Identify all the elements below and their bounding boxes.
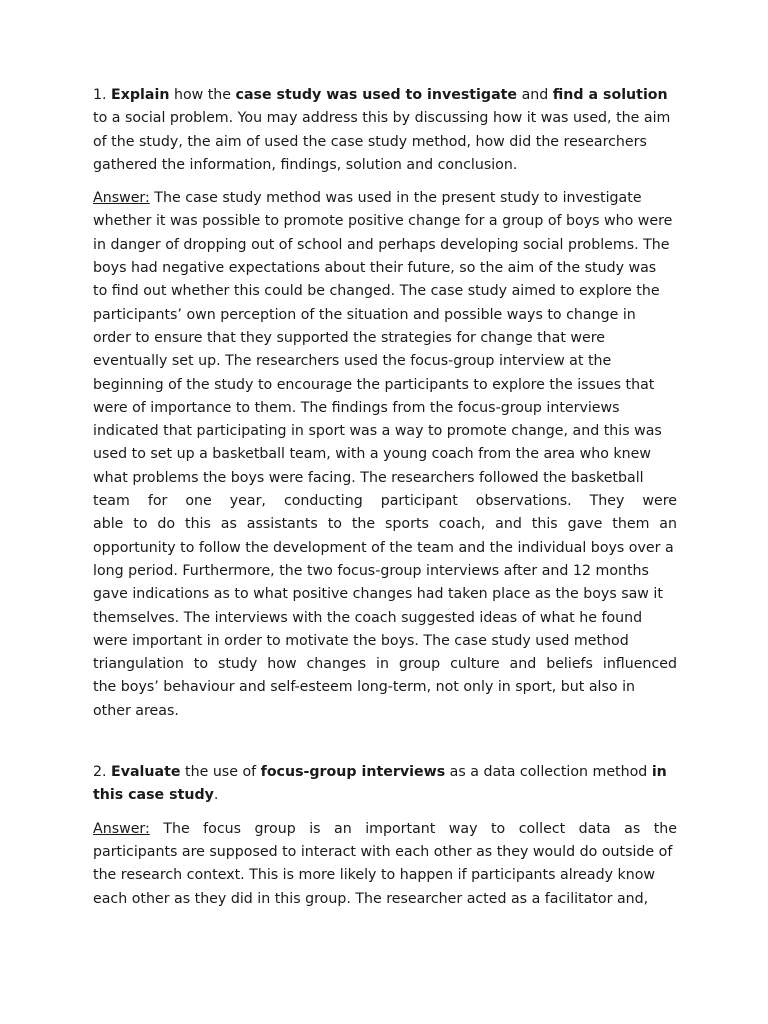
answer-1-line: were important in order to motivate the boys. The case study used method [93, 632, 629, 649]
question-1-line: gathered the information, findings, solution and conclusion. [93, 156, 518, 173]
answer-1-line: other areas. [93, 702, 179, 719]
answer-1-line: eventually set up. The researchers used the focus-group interview at the [93, 353, 612, 370]
keyword-focus-group: focus-group interviews [260, 764, 446, 781]
keyword-evaluate: Evaluate [111, 764, 181, 781]
document-page [93, 84, 677, 911]
answer-1-line-1: Answer: The case study method was used in the present study to investigate [93, 190, 642, 207]
question-2 [93, 761, 677, 808]
answer-1-line: whether it was possible to promote positive change for a group of boys who were [93, 213, 673, 230]
answer-1-line: in danger of dropping out of school and perhaps developing social problems. The [93, 236, 670, 253]
answer-1-line: themselves. The interviews with the coach suggested ideas of what he found [93, 609, 643, 626]
answer-2-line: the research context. This is more likely to happen if participants already know [93, 867, 655, 884]
answer-2 [93, 818, 677, 911]
answer-1-line: used to set up a basketball team, with a young coach from the area who knew [93, 446, 651, 463]
keyword-in: in [651, 764, 667, 781]
answer-1-line: to find out whether this could be changed. The case study aimed to explore the [93, 283, 660, 300]
answer-1-line: what problems the boys were facing. The researchers followed the basketball [93, 469, 644, 486]
answer-1-line: were of importance to them. The findings from the focus-group interviews [93, 399, 620, 416]
answer-1-line: long period. Furthermore, the two focus-group interviews after and 12 months [93, 562, 649, 579]
answer-1-line: boys had negative expectations about their future, so the aim of the study was [93, 260, 657, 277]
answer-1-line: order to ensure that they supported the strategies for change that were [93, 329, 605, 346]
answer-1-line: gave indications as to what positive changes had taken place as the boys saw it [93, 586, 663, 603]
answer-2-line: each other as they did in this group. The researcher acted as a facilitator and, [93, 890, 649, 907]
answer-label: Answer: [93, 190, 150, 207]
keyword-this-case-study: this case study [93, 787, 214, 804]
answer-1-line: opportunity to follow the development of the team and the individual boys over a [93, 539, 674, 556]
question-1-line: to a social problem. You may address this by discussing how it was used, the aim [93, 110, 671, 127]
keyword-case-study: case study was used to investigate [235, 87, 518, 103]
question-2-number: 2. [93, 764, 112, 781]
question-1-line: of the study, the aim of used the case study method, how did the researchers [93, 133, 647, 150]
answer-2-line-1: Answer: The focus group is an important way to collect data as the [93, 820, 677, 837]
answer-1-line: team for one year, conducting participant observations. They were [93, 493, 677, 510]
question-1 [93, 84, 677, 177]
answer-1-line: indicated that participating in sport was a way to promote change, and this was [93, 423, 662, 440]
answer-1 [93, 187, 677, 723]
keyword-find-solution: find a solution [552, 87, 668, 103]
answer-1-line: participants’ own perception of the situation and possible ways to change in [93, 306, 636, 323]
answer-label: Answer: [93, 820, 150, 837]
answer-1-line: able to do this as assistants to the sports coach, and this gave them an [93, 516, 677, 533]
answer-1-line: beginning of the study to encourage the participants to explore the issues that [93, 376, 655, 393]
question-2-line-1: 2. Evaluate the use of focus-group interviews as a data collection method in [93, 764, 667, 781]
keyword-explain: Explain [111, 87, 170, 103]
question-2-line-2: this case study. [93, 787, 219, 804]
answer-1-line: triangulation to study how changes in group culture and beliefs influenced [93, 656, 677, 673]
question-1-line-1: 1. Explain how the case study was used to investigate and find a solution [93, 87, 668, 103]
question-1-number: 1. [93, 87, 112, 103]
answer-1-line: the boys’ behaviour and self-esteem long-term, not only in sport, but also in [93, 679, 636, 696]
answer-2-line: participants are supposed to interact with each other as they would do outside of [93, 843, 673, 860]
